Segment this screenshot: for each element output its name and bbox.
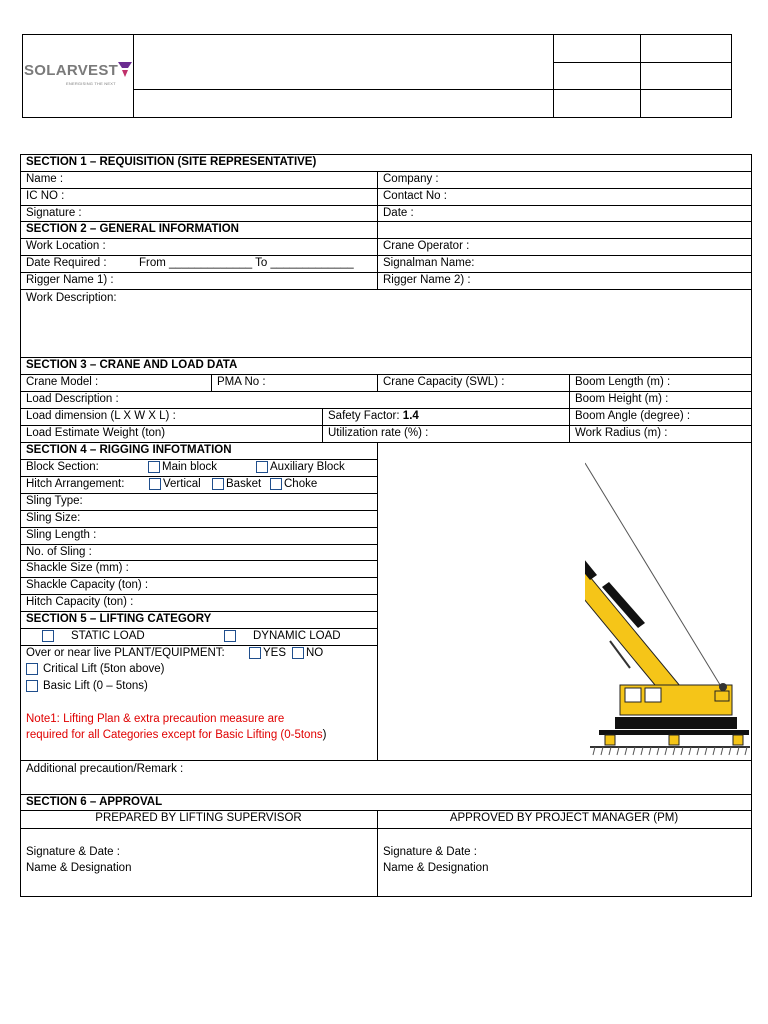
date-required-label[interactable]: Date Required : [26,257,107,269]
crane-capacity-label[interactable]: Crane Capacity (SWL) : [383,376,505,388]
sling-size-label[interactable]: Sling Size: [26,512,81,524]
section3-title: SECTION 3 – CRANE AND LOAD DATA [26,359,238,371]
load-description-label[interactable]: Load Description : [26,393,119,405]
main-block-checkbox[interactable] [148,461,160,473]
dynamic-load-checkbox[interactable] [224,630,236,642]
over-near-live-label: Over or near live PLANT/EQUIPMENT: [26,647,225,659]
crane-illustration [585,443,750,759]
no-label: NO [306,647,324,659]
section2-title: SECTION 2 – GENERAL INFORMATION [26,223,239,235]
prepared-by-header: PREPARED BY LIFTING SUPERVISOR [95,812,302,824]
date-label[interactable]: Date : [383,207,414,219]
logo-tagline: ENERGISING THE NEXT [66,81,116,86]
company-logo [24,58,132,92]
basic-lift-checkbox[interactable] [26,680,38,692]
contact-no-label[interactable]: Contact No : [383,190,447,202]
boom-length-label[interactable]: Boom Length (m) : [575,376,671,388]
note-line-2 [26,728,326,742]
section5-title: SECTION 5 – LIFTING CATEGORY [26,613,212,625]
rigger-name-2-label[interactable]: Rigger Name 2) : [383,274,471,286]
critical-lift-checkbox[interactable] [26,663,38,675]
section4-title: SECTION 4 – RIGGING INFOTMATION [26,444,232,456]
rigger-name-1-label[interactable]: Rigger Name 1) : [26,274,114,286]
sling-type-label[interactable]: Sling Type: [26,495,83,507]
supervisor-name-designation[interactable]: Name & Designation [26,862,132,874]
supervisor-signature-date[interactable]: Signature & Date : [26,846,120,858]
boom-height-label[interactable]: Boom Height (m) : [575,393,669,405]
yes-checkbox[interactable] [249,647,261,659]
safety-factor-text: Safety Factor: [328,410,400,422]
safety-factor-value: 1.4 [402,410,419,422]
logo-text: SOLARVEST [24,62,119,79]
no-of-sling-label[interactable]: No. of Sling : [26,546,92,558]
logo-mark-icon [118,62,132,78]
auxiliary-block-checkbox[interactable] [256,461,268,473]
choke-label: Choke [284,478,318,490]
note-line-2-text: required for all Categories except for Basic Lifting (0-5tons [26,729,323,741]
work-radius-label[interactable]: Work Radius (m) : [575,427,668,439]
shackle-size-label[interactable]: Shackle Size (mm) : [26,562,129,574]
vertical-label: Vertical [163,478,201,490]
crane-model-label[interactable]: Crane Model : [26,376,99,388]
note-line-1: Note1: Lifting Plan & extra precaution measure are [26,713,285,725]
work-location-label[interactable]: Work Location : [26,240,106,252]
sling-length-label[interactable]: Sling Length : [26,529,97,541]
critical-lift-label: Critical Lift (5ton above) [43,663,165,675]
date-range-field[interactable]: From _____________ To _____________ [139,257,354,269]
load-dimension-label[interactable]: Load dimension (L X W X L) : [26,410,176,422]
utilization-rate-label[interactable]: Utilization rate (%) : [328,427,429,439]
static-load-label: STATIC LOAD [71,630,145,642]
hitch-arrangement-label: Hitch Arrangement: [26,478,125,490]
hitch-capacity-label[interactable]: Hitch Capacity (ton) : [26,596,134,608]
choke-checkbox[interactable] [270,478,282,490]
load-estimate-weight-label[interactable]: Load Estimate Weight (ton) [26,427,166,439]
signalman-name-label[interactable]: Signalman Name: [383,257,475,269]
auxiliary-block-label: Auxiliary Block [270,461,345,473]
block-section-label: Block Section: [26,461,99,473]
safety-factor-label [328,409,419,423]
crane-boom [585,445,690,708]
company-label[interactable]: Company : [383,173,439,185]
approved-by-header: APPROVED BY PROJECT MANAGER (PM) [449,812,679,824]
remarks-label[interactable]: Additional precaution/Remark : [26,763,184,775]
pm-signature-date[interactable]: Signature & Date : [383,846,477,858]
work-description-label[interactable]: Work Description: [26,292,117,304]
name-label[interactable]: Name : [26,173,64,185]
boom-angle-label[interactable]: Boom Angle (degree) : [575,410,691,422]
note-line-2-close: ) [322,729,327,741]
basket-label: Basket [226,478,262,490]
crane-cab [620,683,732,715]
pm-name-designation[interactable]: Name & Designation [383,862,489,874]
yes-label: YES [263,647,287,659]
no-checkbox[interactable] [292,647,304,659]
pma-no-label[interactable]: PMA No : [217,376,266,388]
static-load-checkbox[interactable] [42,630,54,642]
section6-title: SECTION 6 – APPROVAL [26,796,163,808]
crane-carrier [590,717,750,755]
vertical-checkbox[interactable] [149,478,161,490]
signature-label[interactable]: Signature : [26,207,82,219]
section1-title: SECTION 1 – REQUISITION (SITE REPRESENTATIVE) [26,156,317,168]
crane-operator-label[interactable]: Crane Operator : [383,240,470,252]
basket-checkbox[interactable] [212,478,224,490]
basic-lift-label: Basic Lift (0 – 5tons) [43,680,148,692]
dynamic-load-label: DYNAMIC LOAD [253,630,341,642]
shackle-capacity-label[interactable]: Shackle Capacity (ton) : [26,579,149,591]
main-block-label: Main block [162,461,217,473]
ic-no-label[interactable]: IC NO : [26,190,65,202]
